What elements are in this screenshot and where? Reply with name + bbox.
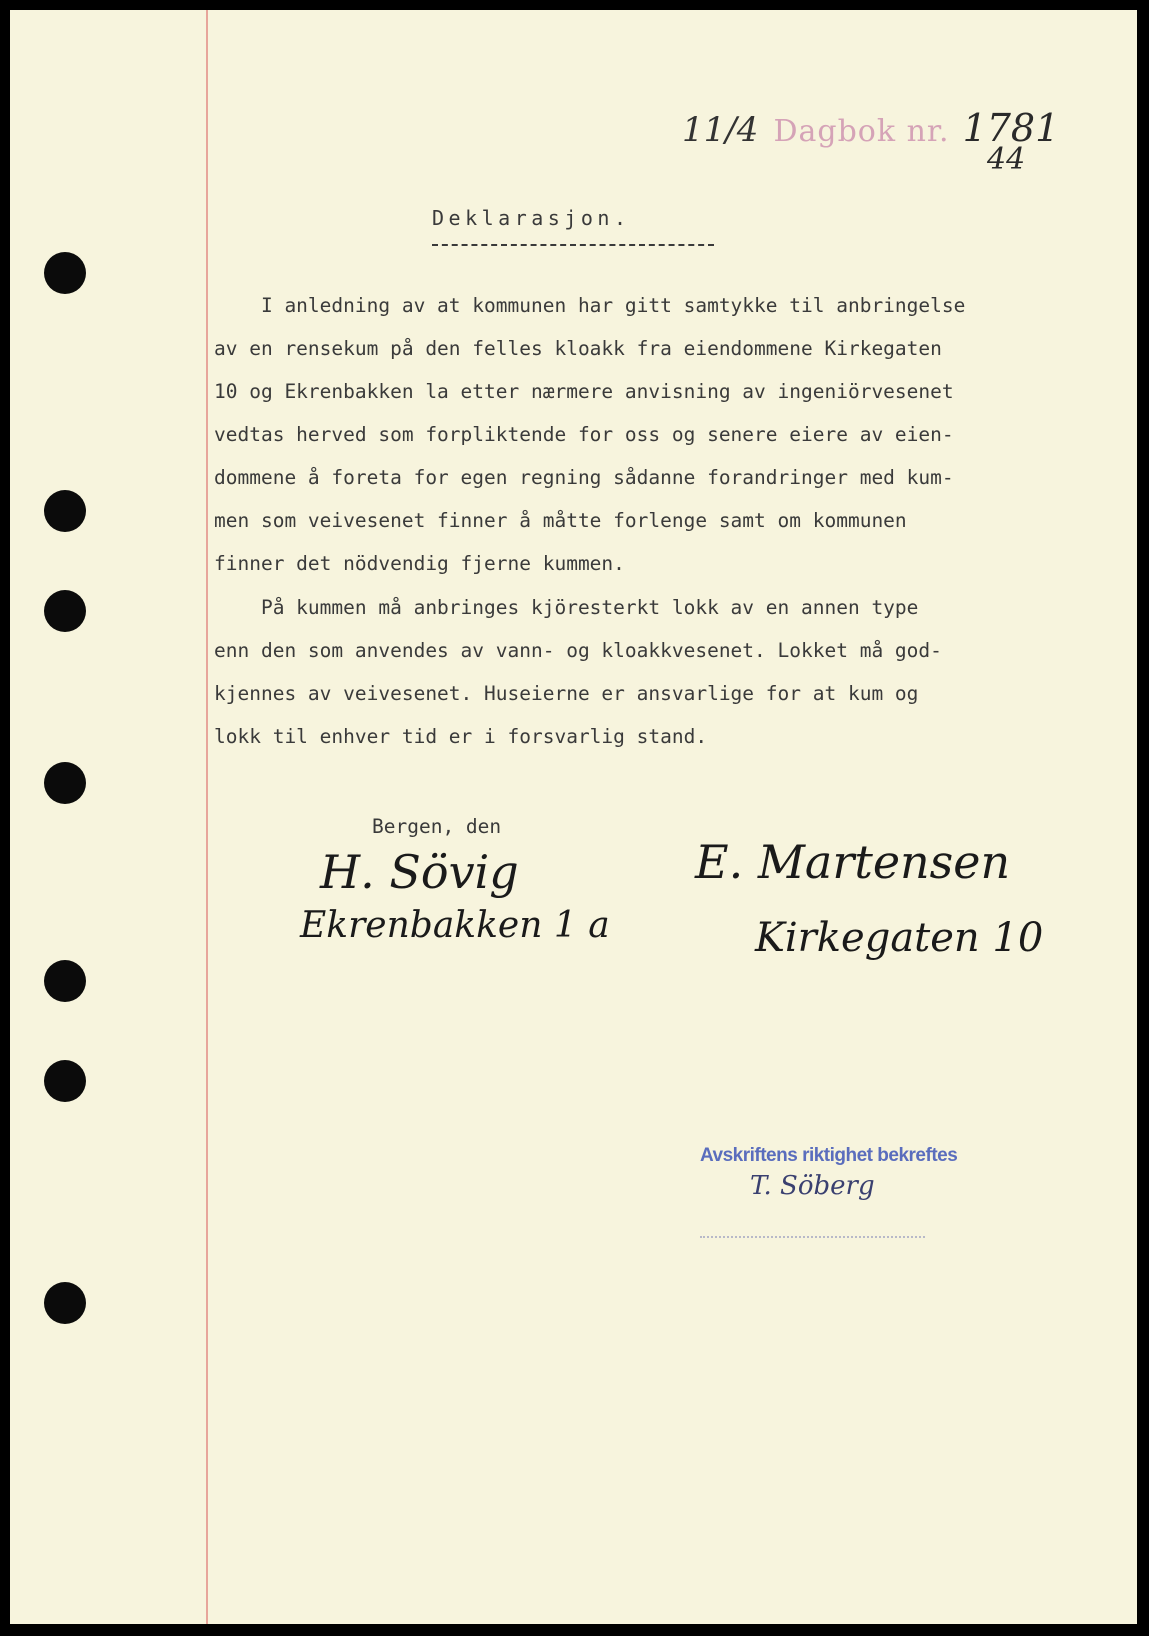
margin-rule: [206, 10, 208, 1624]
signature-right-address: Kirkegaten 10: [755, 915, 1044, 961]
signature-left-address: Ekrenbakken 1 a: [300, 905, 610, 946]
document-title: Deklarasjon.: [432, 206, 631, 230]
body-line: men som veivesenet finner å måtte forlenge samt om kommunen: [214, 509, 907, 532]
stamp-signature: T. Söberg: [750, 1171, 875, 1201]
punch-hole-1: [44, 252, 86, 294]
place-date: Bergen, den: [372, 815, 502, 838]
body-line: dommene å foreta for egen regning sådanne forandringer med kum-: [214, 466, 954, 489]
punch-hole-6: [44, 1060, 86, 1102]
stamp-text: Avskriftens riktighet bekreftes: [700, 1145, 958, 1166]
journal-year: 44: [987, 142, 1026, 177]
journal-stamp: [682, 106, 1060, 177]
body-line: enn den som anvendes av vann- og kloakkvesenet. Lokket må god-: [214, 639, 942, 662]
punch-hole-4: [44, 762, 86, 804]
punch-hole-2: [44, 490, 86, 532]
entry-date: 11/4: [682, 110, 759, 150]
punch-hole-3: [44, 590, 86, 632]
body-line: lokk til enhver tid er i forsvarlig stand.: [214, 725, 708, 748]
journal-label: Dagbok nr.: [773, 114, 950, 149]
body-line: vedtas herved som forpliktende for oss og senere eiere av eien-: [214, 423, 954, 446]
stamp-dotted-line: [700, 1236, 925, 1238]
signature-right-name: E. Martensen: [695, 835, 1011, 889]
document-page: [10, 10, 1137, 1624]
body-line: av en rensekum på den felles kloakk fra eiendommene Kirkegaten: [214, 337, 942, 360]
certification-stamp: [700, 1145, 957, 1201]
body-line: kjennes av veivesenet. Huseierne er ansvarlige for at kum og: [214, 682, 919, 705]
title-underline: [432, 244, 714, 246]
journal-number: 1781: [962, 106, 1060, 150]
body-line: På kummen må anbringes kjöresterkt lokk av en annen type: [214, 596, 919, 619]
body-line: 10 og Ekrenbakken la etter nærmere anvisning av ingeniörvesenet: [214, 380, 954, 403]
body-line: I anledning av at kommunen har gitt samtykke til anbringelse: [214, 294, 966, 317]
punch-hole-7: [44, 1282, 86, 1324]
signature-left-name: H. Sövig: [320, 845, 519, 899]
body-line: finner det nödvendig fjerne kummen.: [214, 552, 625, 575]
punch-hole-5: [44, 960, 86, 1002]
